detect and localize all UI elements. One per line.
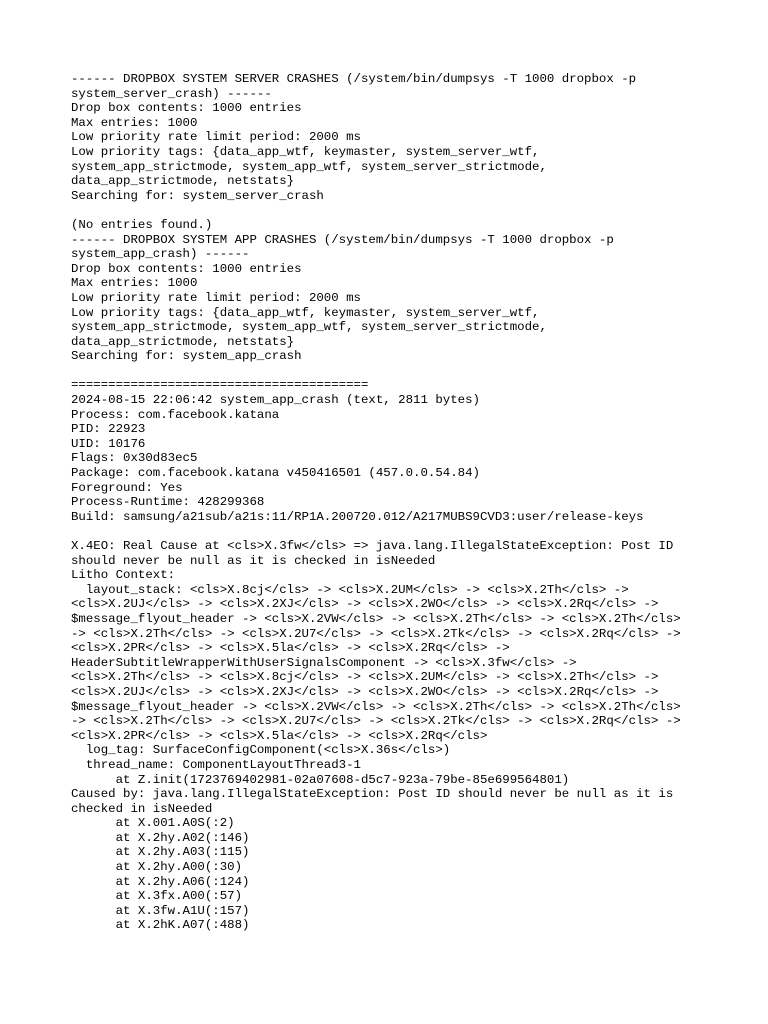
log-line: Low priority tags: {data_app_wtf, keymaster, system_server_wtf,: [71, 305, 540, 320]
log-line: PID: 22923: [71, 422, 146, 437]
log-line: checked in isNeeded: [71, 801, 213, 816]
log-line: HeaderSubtitleWrapperWithUserSignalsComponent -> <cls>X.3fw</cls> ->: [71, 655, 577, 670]
log-line: Foreground: Yes: [71, 480, 183, 495]
log-line: X.4EO: Real Cause at <cls>X.3fw</cls> => java.lang.IllegalStateException: Post ID: [71, 539, 674, 553]
log-line: -> <cls>X.2Th</cls> -> <cls>X.2U7</cls> -> <cls>X.2Tk</cls> -> <cls>X.2Rq</cls> ->: [71, 714, 681, 729]
log-line: Max entries: 1000: [71, 115, 198, 130]
log-line: should never be null as it is checked in isNeeded: [71, 553, 436, 568]
log-line: at X.2hy.A00(:30): [71, 860, 243, 875]
log-line: <cls>X.2PR</cls> -> <cls>X.5la</cls> -> <cls>X.2Rq</cls>: [71, 728, 488, 743]
log-line: ------ DROPBOX SYSTEM SERVER CRASHES (/system/bin/dumpsys -T 1000 dropbox -p: [71, 72, 637, 86]
log-line: Process-Runtime: 428299368: [71, 495, 265, 510]
log-line: Flags: 0x30d83ec5: [71, 451, 198, 466]
log-line: ========================================: [71, 378, 369, 393]
log-line: system_app_strictmode, system_app_wtf, system_server_strictmode,: [71, 159, 547, 174]
log-line: Low priority tags: {data_app_wtf, keymaster, system_server_wtf,: [71, 144, 540, 159]
log-line: Drop box contents: 1000 entries: [71, 261, 302, 276]
log-line: at X.2hK.A07(:488): [71, 918, 250, 933]
log-line: Low priority rate limit period: 2000 ms: [71, 290, 361, 305]
log-line: at X.2hy.A06(:124): [71, 874, 250, 889]
log-line: Searching for: system_app_crash: [71, 349, 302, 364]
log-line: at X.2hy.A02(:146): [71, 830, 250, 845]
log-line: Process: com.facebook.katana: [71, 407, 280, 422]
log-line: ------ DROPBOX SYSTEM APP CRASHES (/system/bin/dumpsys -T 1000 dropbox -p: [71, 232, 614, 247]
log-line: Low priority rate limit period: 2000 ms: [71, 130, 361, 145]
log-line: data_app_strictmode, netstats}: [71, 174, 295, 189]
log-line: Litho Context:: [71, 568, 176, 583]
log-line: Max entries: 1000: [71, 276, 198, 291]
blank-line: [71, 524, 711, 539]
log-line: at X.3fx.A00(:57): [71, 889, 243, 904]
log-line: at X.001.A0S(:2): [71, 816, 235, 831]
log-line: -> <cls>X.2Th</cls> -> <cls>X.2U7</cls> -> <cls>X.2Tk</cls> -> <cls>X.2Rq</cls> ->: [71, 626, 681, 641]
log-line: <cls>X.2PR</cls> -> <cls>X.5la</cls> -> <cls>X.2Rq</cls> ->: [71, 641, 510, 656]
log-line: system_app_strictmode, system_app_wtf, system_server_strictmode,: [71, 320, 547, 335]
log-line: Drop box contents: 1000 entries: [71, 101, 302, 116]
log-line: <cls>X.2Th</cls> -> <cls>X.8cj</cls> -> <cls>X.2UM</cls> -> <cls>X.2Th</cls> ->: [71, 670, 659, 685]
log-line: Package: com.facebook.katana v450416501 (457.0.0.54.84): [71, 466, 480, 481]
log-line: UID: 10176: [71, 436, 146, 451]
log-line: 2024-08-15 22:06:42 system_app_crash (text, 2811 bytes): [71, 393, 480, 408]
log-line: <cls>X.2UJ</cls> -> <cls>X.2XJ</cls> -> <cls>X.2WO</cls> -> <cls>X.2Rq</cls> ->: [71, 597, 659, 612]
log-line: (No entries found.): [71, 217, 213, 232]
blank-line: [71, 364, 711, 379]
log-line: data_app_strictmode, netstats}: [71, 334, 295, 349]
log-line: Searching for: system_server_crash: [71, 188, 324, 203]
log-line: at Z.init(1723769402981-02a07608-d5c7-923a-79be-85e699564801): [71, 772, 570, 787]
log-line: $message_flyout_header -> <cls>X.2VW</cls> -> <cls>X.2Th</cls> -> <cls>X.2Th</cls>: [71, 699, 681, 714]
log-line: Build: samsung/a21sub/a21s:11/RP1A.200720.012/A217MUBS9CVD3:user/release-keys: [71, 509, 644, 524]
log-line: system_server_crash) ------: [71, 86, 272, 101]
blank-line: [71, 203, 711, 218]
log-line: layout_stack: <cls>X.8cj</cls> -> <cls>X.2UM</cls> -> <cls>X.2Th</cls> ->: [71, 582, 629, 597]
log-line: log_tag: SurfaceConfigComponent(<cls>X.36s</cls>): [71, 743, 451, 758]
log-line: <cls>X.2UJ</cls> -> <cls>X.2XJ</cls> -> <cls>X.2WO</cls> -> <cls>X.2Rq</cls> ->: [71, 684, 659, 699]
log-line: at X.2hy.A03(:115): [71, 845, 250, 860]
log-document: [71, 72, 711, 933]
log-line: $message_flyout_header -> <cls>X.2VW</cls> -> <cls>X.2Th</cls> -> <cls>X.2Th</cls>: [71, 611, 681, 626]
log-line: thread_name: ComponentLayoutThread3-1: [71, 757, 361, 772]
log-line: Caused by: java.lang.IllegalStateException: Post ID should never be null as it is: [71, 787, 674, 802]
log-line: system_app_crash) ------: [71, 247, 250, 262]
log-line: at X.3fw.A1U(:157): [71, 903, 250, 918]
